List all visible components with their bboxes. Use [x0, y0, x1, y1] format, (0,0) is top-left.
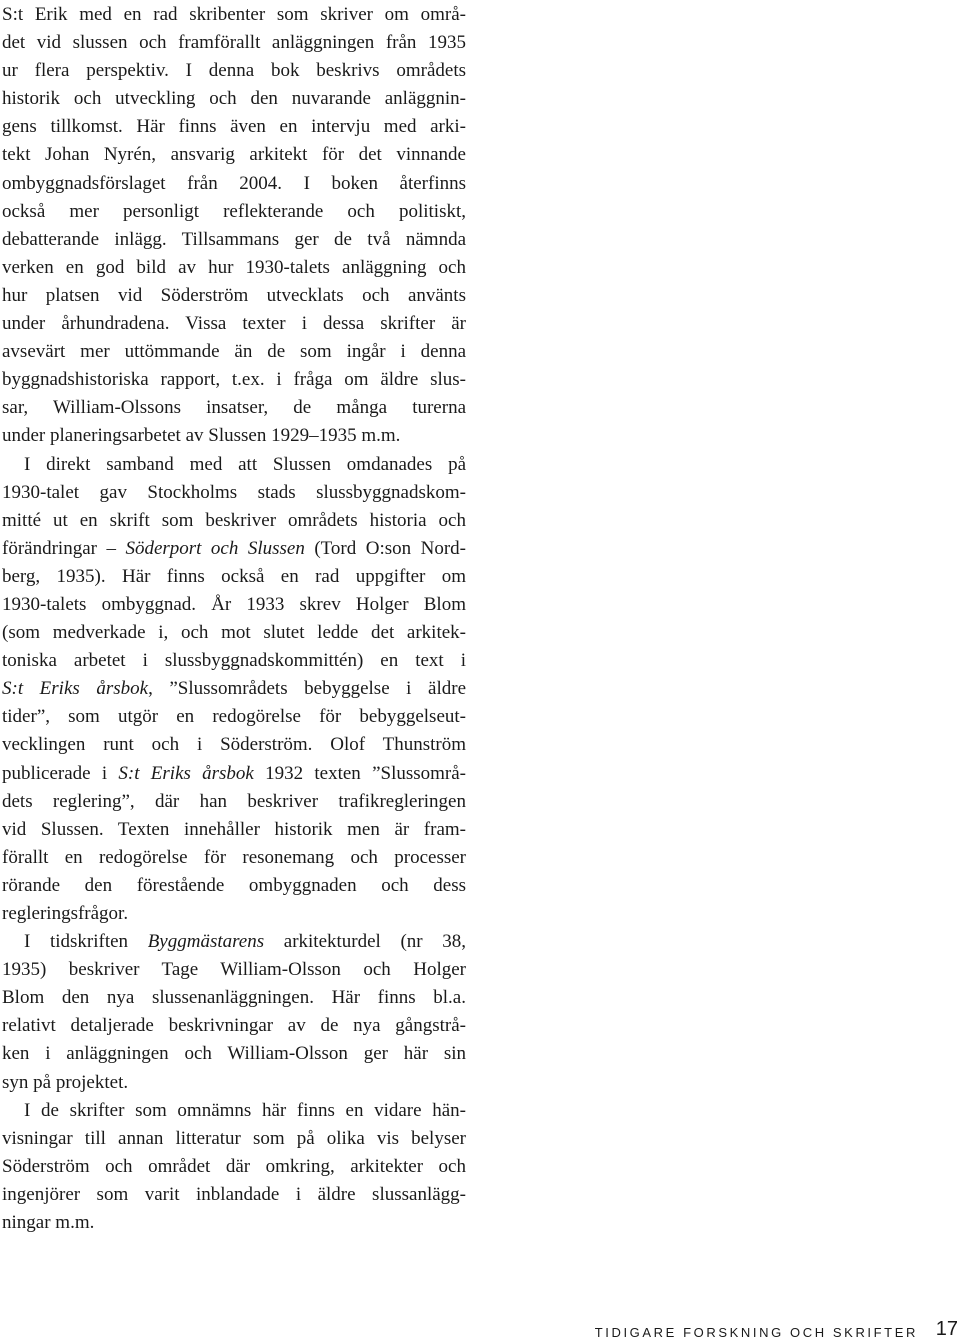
text-segment: debatterande inlägg. Tillsammans ger de två nämnda	[2, 228, 466, 250]
text-segment: Blom den nya slussenanläggningen. Här finns bl.a.	[2, 987, 466, 1009]
text-line	[2, 198, 466, 226]
text-segment: verken en god bild av hur 1930-talets anläggning och	[2, 256, 466, 278]
text-segment: historik och utveckling och den nuvarande anläggnin-	[2, 88, 466, 110]
text-segment: ingenjörer som varit inblandade i äldre slussanlägg-	[2, 1183, 466, 1205]
text-line	[2, 900, 466, 928]
text-segment: visningar till annan litteratur som på olika vis belyser	[2, 1127, 466, 1149]
text-line	[2, 1097, 466, 1125]
text-line	[2, 366, 466, 394]
text-line	[2, 760, 466, 788]
text-segment: (som medverkade i, och mot slutet ledde det arkitek-	[2, 622, 466, 644]
text-segment: hur platsen vid Söderström utvecklats och använts	[2, 284, 466, 306]
page-number: 17	[935, 1318, 958, 1340]
text-line	[2, 254, 466, 282]
text-segment: ken i anläggningen och William-Olsson ger här sin	[2, 1043, 466, 1065]
text-line	[2, 451, 466, 479]
text-line	[2, 85, 466, 113]
text-line	[2, 1209, 466, 1237]
text-segment: relativt detaljerade beskrivningar av de nya gångstrå-	[2, 1015, 466, 1037]
text-line	[2, 310, 466, 338]
text-line	[2, 282, 466, 310]
text-line	[2, 113, 466, 141]
text-segment: Söderström och området där omkring, arkitekter och	[2, 1155, 466, 1177]
text-line	[2, 563, 466, 591]
text-segment: 1930-talets ombyggnad. År 1933 skrev Holger Blom	[2, 593, 466, 615]
text-line	[2, 29, 466, 57]
italic-title: Söderport och Slussen	[125, 537, 305, 559]
text-segment: dets reglering”, där han beskriver trafikregleringen	[2, 790, 466, 812]
text-line	[2, 647, 466, 675]
text-line	[2, 619, 466, 647]
text-line	[2, 788, 466, 816]
text-segment: publicerade i	[2, 762, 119, 784]
text-segment: ur flera perspektiv. I denna bok beskrivs områdets	[2, 60, 466, 82]
text-segment: tider”, som utgör en redogörelse för bebyggelseut-	[2, 706, 466, 728]
text-line	[2, 422, 466, 450]
text-segment: syn på projektet.	[2, 1071, 129, 1093]
text-line	[2, 57, 466, 85]
text-segment: förallt en redogörelse för resonemang och processer	[2, 846, 466, 868]
body-text-column	[2, 0, 466, 1237]
text-segment: 1930-talet gav Stockholms stads slussbyggnadskom-	[2, 481, 466, 503]
text-line	[2, 535, 466, 563]
text-segment: också mer personligt reflekterande och politiskt,	[2, 200, 466, 222]
text-line	[2, 928, 466, 956]
running-head: TIDIGARE FORSKNING OCH SKRIFTER	[594, 1325, 918, 1340]
italic-title: S:t Eriks årsbok	[2, 678, 149, 700]
text-segment: 1932 texten ”Slussområ-	[253, 762, 467, 784]
text-segment: det vid slussen och framförallt anläggningen från 1935	[2, 32, 466, 54]
text-line	[2, 1, 466, 29]
text-segment: I de skrifter som omnämns här finns en vidare hän-	[24, 1099, 466, 1121]
text-segment: regleringsfrågor.	[2, 903, 129, 924]
text-segment: , ”Slussområdets bebyggelse i äldre	[148, 678, 466, 700]
text-line	[2, 394, 466, 422]
italic-title: S:t Eriks årsbok	[118, 762, 254, 784]
text-segment: S:t Erik med en rad skribenter som skriver om områ-	[2, 4, 466, 25]
text-segment: I tidskriften	[24, 931, 148, 953]
text-line	[2, 141, 466, 169]
text-segment: (Tord O:son Nord-	[304, 537, 466, 559]
page-footer	[0, 1318, 960, 1344]
text-line	[2, 984, 466, 1012]
text-segment: under planeringsarbetet av Slussen 1929–1935 m.m.	[2, 425, 401, 447]
text-line	[2, 170, 466, 198]
text-segment: arkitekturdel (nr 38,	[264, 931, 466, 953]
text-segment: vecklingen runt och i Söderström. Olof Thunström	[2, 734, 466, 756]
text-segment: under århundradena. Vissa texter i dessa skrifter är	[2, 313, 466, 335]
italic-title: Byggmästarens	[147, 931, 265, 953]
text-segment: toniska arbetet i slussbyggnadskommittén) en text i	[2, 650, 466, 672]
text-segment: tekt Johan Nyrén, ansvarig arkitekt för det vinnande	[2, 144, 466, 166]
text-line	[2, 1181, 466, 1209]
text-line	[2, 591, 466, 619]
text-segment: ningar m.m.	[2, 1212, 95, 1234]
text-line	[2, 226, 466, 254]
text-line	[2, 675, 466, 703]
text-segment: gens tillkomst. Här finns även en intervju med arki-	[2, 116, 466, 138]
text-segment: 1935) beskriver Tage William-Olsson och Holger	[2, 959, 466, 981]
text-line	[2, 479, 466, 507]
text-segment: avsevärt mer uttömmande än de som ingår i denna	[2, 341, 466, 363]
text-line	[2, 507, 466, 535]
text-segment: sar, William-Olssons insatser, de många turerna	[2, 397, 466, 419]
text-line	[2, 1040, 466, 1068]
text-line	[2, 872, 466, 900]
text-line	[2, 1012, 466, 1040]
text-line	[2, 703, 466, 731]
text-line	[2, 1069, 466, 1097]
text-line	[2, 1125, 466, 1153]
text-segment: byggnadshistoriska rapport, t.ex. i fråga om äldre slus-	[2, 369, 466, 391]
text-line	[2, 1153, 466, 1181]
text-segment: mitté ut en skrift som beskriver områdets historia och	[2, 509, 466, 531]
text-segment: förändringar –	[2, 537, 126, 559]
text-segment: rörande den förestående ombyggnaden och dess	[2, 874, 466, 896]
text-segment: vid Slussen. Texten innehåller historik men är fram-	[2, 818, 466, 840]
text-line	[2, 816, 466, 844]
text-segment: ombyggnadsförslaget från 2004. I boken återfinns	[2, 172, 466, 194]
text-segment: berg, 1935). Här finns också en rad uppgifter om	[2, 565, 466, 587]
text-line	[2, 731, 466, 759]
text-line	[2, 956, 466, 984]
text-segment: I direkt samband med att Slussen omdanades på	[24, 453, 466, 475]
text-line	[2, 844, 466, 872]
text-line	[2, 338, 466, 366]
